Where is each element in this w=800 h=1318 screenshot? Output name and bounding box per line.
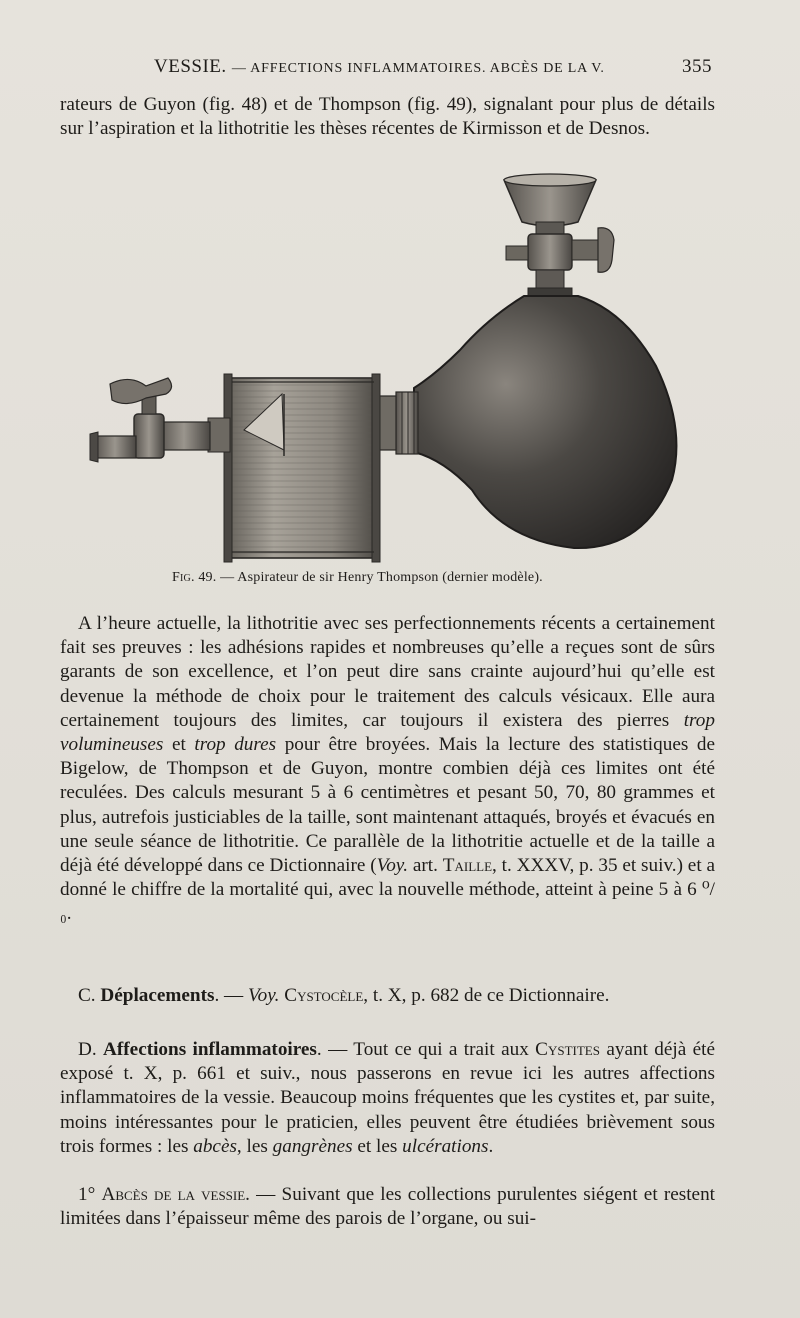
section-d-italic2: gangrènes xyxy=(272,1135,353,1157)
section-d-part3: , les xyxy=(236,1135,273,1157)
section-d-smallcaps: Cystites xyxy=(535,1039,600,1060)
section-d-inflammatoires xyxy=(60,1038,715,1159)
section-c-heading: Déplacements xyxy=(100,985,215,1006)
section-c-italic: Voy. xyxy=(248,985,280,1006)
para-main-part4: art. xyxy=(408,855,443,877)
section-abces-text xyxy=(60,1183,715,1231)
para-main-italic2: trop dures xyxy=(194,734,277,756)
neck-rings xyxy=(376,392,418,454)
section-d-text xyxy=(60,1038,715,1159)
para-main-part3: pour être broyées. Mais la lecture des statistiques de Bigelow, de Thompson et de Guyon, montre combien déjà ces limites ont été reculées. Des calculs mesurant 5 à 6 centimètres et pesant 50, 70, 80 grammes et plus, autrefois justiciables de la taille, sont maintenant attaqués, broyés et évacués en une seule séance de lithotritie. Ce parallèle de la lithotritie actuelle et de la taille a déjà été développé dans ce Dictionnaire ( xyxy=(60,734,715,877)
section-d-heading: Affections inflammatoires xyxy=(103,1039,317,1060)
aspirator-engraving xyxy=(84,160,684,580)
figure-caption xyxy=(172,570,672,586)
section-c-smallcaps: Cystocèle xyxy=(284,985,364,1006)
section-abces-number: 1° xyxy=(78,1184,96,1205)
caption-text: — Aspirateur de sir Henry Thompson (dernier modèle). xyxy=(220,570,543,585)
section-abces-smallcaps: Abcès de la vessie xyxy=(101,1184,246,1205)
section-c-letter: C. xyxy=(78,985,96,1006)
section-d-italic1: abcès xyxy=(193,1135,237,1157)
running-head-title xyxy=(154,56,605,78)
section-d-part2: ayant déjà été exposé t. X, p. 661 et suiv., nous passerons en revue ici les autres affections inflammatoires de la vessie. Beaucoup moins fréquentes que les cystites et, par suite, moins intéressantes pour le praticien, elles peuvent être étudiées brièvement sous trois formes : les xyxy=(60,1039,716,1157)
section-d-italic3: ulcérations xyxy=(402,1135,489,1157)
caption-label: Fig. 49. xyxy=(172,570,217,585)
para-main-part2: et xyxy=(163,734,195,756)
paragraph-top xyxy=(60,93,715,141)
rubber-bulb xyxy=(414,296,676,548)
glass-jar xyxy=(224,374,380,562)
section-c-deplacements xyxy=(60,984,715,1008)
para-main-part1: A l’heure actuelle, la lithotritie avec ses perfectionnements récents a certainement fait ses preuves : les adhésions rapides et nombreuses qu’elle a reçues sont de sûrs garants de son excellence, et l’on peut dire sans crainte aujourd’hui qu’elle est devenue la méthode de choix pour le traitement des calculs vésicaux. Elle aura certainement toujours des limites, car toujours il existera des pierres xyxy=(60,613,715,731)
running-head-rest: — AFFECTIONS INFLAMMATOIRES. ABCÈS DE LA V. xyxy=(231,61,605,76)
paragraph-top-text: rateurs de Guyon (fig. 48) et de Thompson (fig. 49), signalant pour plus de détails sur l’aspiration et la lithotritie les thèses récentes de Kirmisson et de Desnos. xyxy=(60,94,715,140)
section-d-letter: D. xyxy=(78,1039,97,1060)
para-main-part5: , t. XXXV, p. 35 et suiv.) et a donné le chiffre de la mortalité qui, avec la nouvelle méthode, atteint à peine 5 à 6 xyxy=(60,855,715,901)
section-abces-part1: . — Suivant que les collections purulentes siégent et restent limitées dans l’épaisseur même des parois de l’organe, ou sui- xyxy=(60,1184,715,1230)
para-main-percent: ⁰/₀. xyxy=(60,879,715,925)
section-d-part4: et les xyxy=(352,1135,403,1157)
section-d-part5: . xyxy=(488,1135,494,1157)
funnel xyxy=(504,174,614,296)
paragraph-lithotritie-text xyxy=(60,612,715,927)
para-main-smallcaps1: Taille xyxy=(442,855,493,877)
section-c-text xyxy=(60,984,715,1008)
page-number: 355 xyxy=(682,56,712,77)
section-c-part1: . — xyxy=(214,985,249,1006)
paragraph-lithotritie xyxy=(60,612,715,927)
running-head xyxy=(60,56,720,82)
section-d-part1: . — Tout ce qui a trait aux xyxy=(316,1039,536,1060)
section-abces xyxy=(60,1183,715,1231)
para-main-italic3: Voy. xyxy=(376,855,409,877)
section-c-part2: , t. X, p. 682 de ce Dictionnaire. xyxy=(363,985,610,1006)
running-head-main: VESSIE. xyxy=(154,56,227,77)
stopcock xyxy=(90,378,230,462)
para-main-italic1: trop volumineuses xyxy=(60,709,715,756)
